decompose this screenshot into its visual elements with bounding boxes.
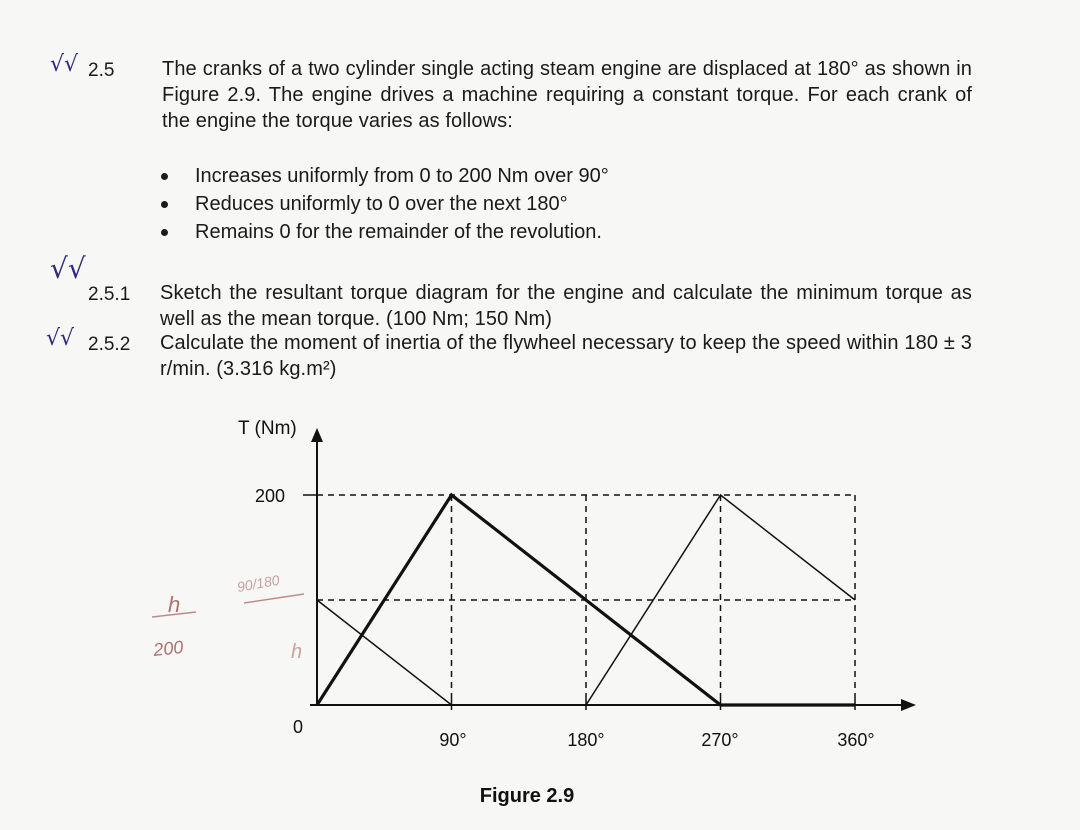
check-mark-icon: √√ (50, 52, 79, 77)
list-item: Increases uniformly from 0 to 200 Nm over 90° (157, 162, 777, 190)
handwritten-angle-note: 90/180 (235, 571, 281, 595)
subquestion-number: 2.5.2 (88, 334, 131, 355)
handwritten-fraction-denominator: 200 (152, 636, 185, 660)
y-axis-label: T (Nm) (238, 418, 297, 439)
handwritten-fraction-numerator: h (168, 592, 181, 617)
subquestion-text: Calculate the moment of inertia of the flywheel necessary to keep the speed within 180 ± 3 r/min. (3.316 kg.m²) (160, 332, 972, 380)
subquestion-text: Sketch the resultant torque diagram for the engine and calculate the minimum torque as well as the mean torque. (100 Nm; 150 Nm) (160, 282, 972, 330)
x-tick-label-90: 90° (439, 730, 467, 750)
list-item: Remains 0 for the remainder of the revolution. (157, 218, 777, 246)
y-axis-arrow-icon (311, 428, 323, 442)
x-tick-label-270: 270° (701, 730, 739, 750)
origin-label: 0 (293, 717, 304, 737)
list-item: Reduces uniformly to 0 over the next 180° (157, 190, 777, 218)
question-number: 2.5 (88, 60, 115, 81)
check-mark-icon: √√ (46, 326, 75, 351)
figure-caption: Figure 2.9 (479, 785, 575, 807)
question-intro: The cranks of a two cylinder single acting steam engine are displaced at 180° as shown in Figure 2.9. The engine drives a machine requiring a constant torque. For each crank of the engine the torque varies as follows: (162, 58, 972, 132)
x-tick-label-180: 180° (567, 730, 605, 750)
subquestion-number: 2.5.1 (88, 284, 131, 305)
y-tick-label-200: 200 (255, 486, 286, 506)
x-tick-label-360: 360° (837, 730, 875, 750)
x-axis-arrow-icon (901, 699, 916, 711)
handwritten-h-label: h (291, 641, 303, 663)
check-mark-icon: √√ (50, 252, 86, 285)
